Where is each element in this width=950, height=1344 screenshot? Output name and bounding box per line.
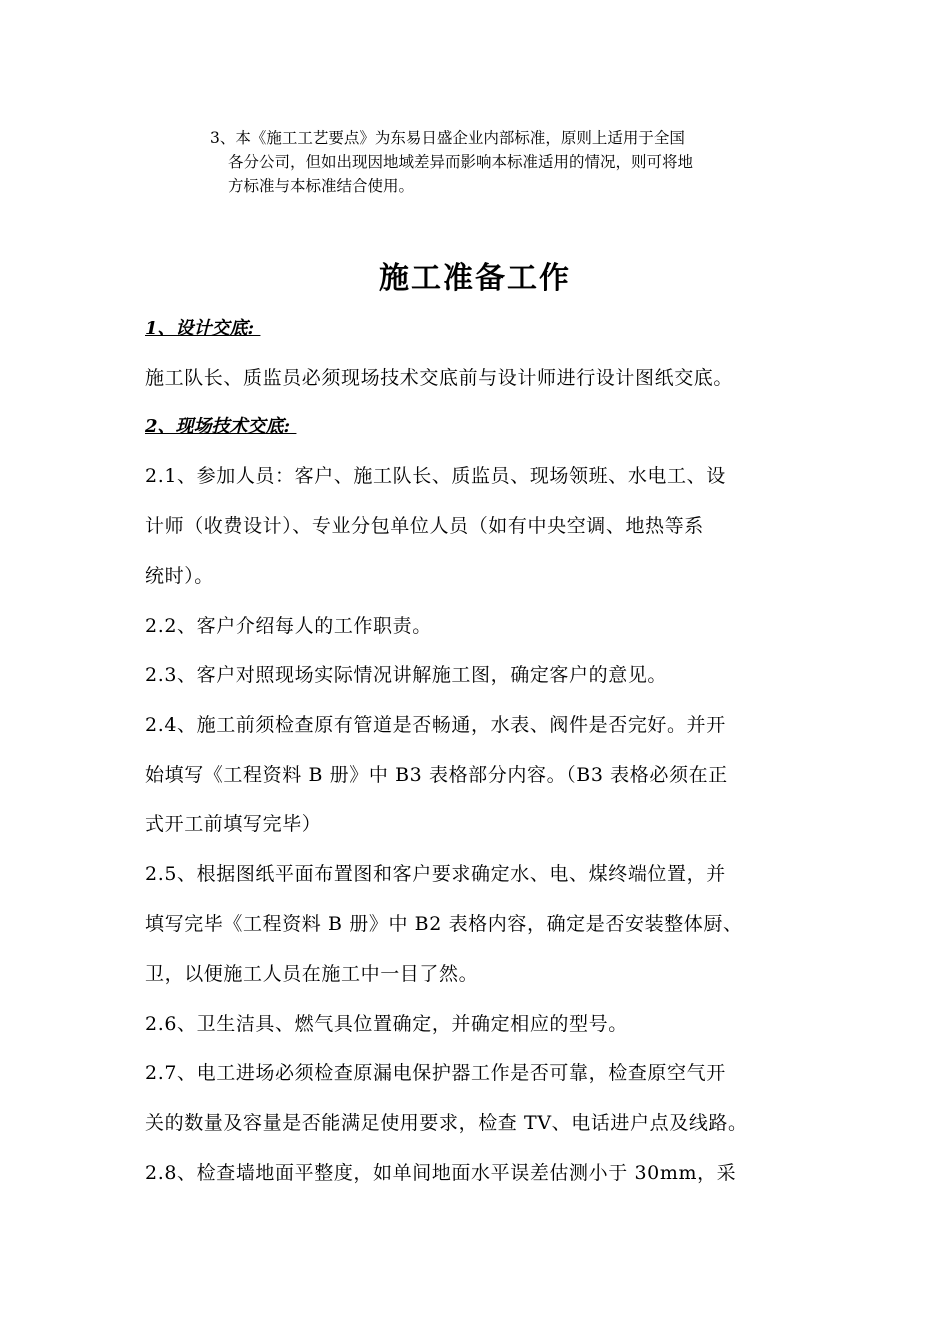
paragraph-line: 关的数量及容量是否能满足使用要求，检查 TV、电话进户点及线路。 [145,1112,748,1134]
paragraph-line: 卫，以便施工人员在施工中一目了然。 [145,963,479,985]
paragraph-line: 2.4、施工前须检查原有管道是否畅通，水表、阀件是否完好。并开 [145,714,726,736]
intro-note-line: 3、本《施工工艺要点》为东易日盛企业内部标准，原则上适用于全国 [210,129,685,147]
paragraph-line: 2.8、检查墙地面平整度，如单间地面水平误差估测小于 30mm，采 [145,1162,737,1184]
paragraph-line: 2.1、参加人员：客户、施工队长、质监员、现场领班、水电工、设 [145,465,726,487]
paragraph-line: 2.7、电工进场必须检查原漏电保护器工作是否可靠，检查原空气开 [145,1062,726,1084]
paragraph-line: 式开工前填写完毕） [145,813,322,835]
paragraph-line: 2.6、卫生洁具、燃气具位置确定，并确定相应的型号。 [145,1013,628,1035]
section-heading-design-handover: 1、设计交底: [145,318,261,339]
intro-note [210,126,810,198]
paragraph-line: 始填写《工程资料 B 册》中 B3 表格部分内容。（B3 表格必须在正 [145,764,728,786]
paragraph-line: 2.5、根据图纸平面布置图和客户要求确定水、电、煤终端位置，并 [145,863,726,885]
paragraph-line: 2.3、客户对照现场实际情况讲解施工图，确定客户的意见。 [145,664,668,686]
document-title: 施工准备工作 [379,261,571,296]
section-heading-site-handover: 2、现场技术交底: [145,416,297,437]
paragraph-line: 计师（收费设计）、专业分包单位人员（如有中央空调、地热等系 [145,515,704,537]
intro-note-line: 方标准与本标准结合使用。 [228,177,415,195]
intro-note-line: 各分公司，但如出现因地域差异而影响本标准适用的情况，则可将地 [228,153,694,171]
paragraph-line: 填写完毕《工程资料 B 册》中 B2 表格内容，确定是否安装整体厨、 [145,913,743,935]
paragraph-line: 施工队长、质监员必须现场技术交底前与设计师进行设计图纸交底。 [145,367,734,389]
paragraph-line: 统时）。 [145,565,214,587]
paragraph-line: 2.2、客户介绍每人的工作职责。 [145,615,432,637]
